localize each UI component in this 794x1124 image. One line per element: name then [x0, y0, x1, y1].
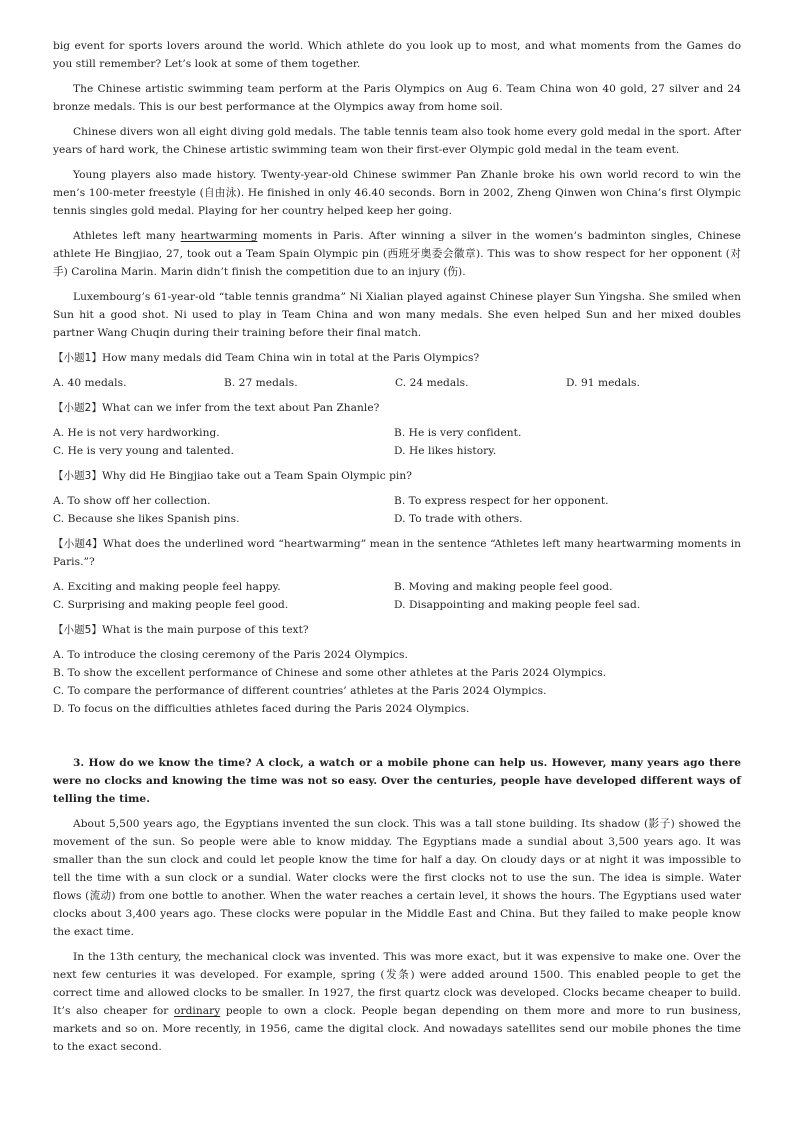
question-5-stem [53, 621, 741, 639]
option-d: D. To focus on the difficulties athletes faced during the Paris 2024 Olympics. [53, 703, 470, 715]
question-tag: 【小题2】 [53, 402, 102, 414]
question-tag: 【小题1】 [53, 352, 102, 364]
option-d: D. He likes history. [394, 445, 497, 457]
option-c: C. Surprising and making people feel good. [53, 599, 289, 611]
option-d: D. Disappointing and making people feel sad. [394, 599, 641, 611]
passage2-continuation: big event for sports lovers around the world. Which athlete do you look up to most, and what moments from the Games do you still remember? Let’s look at some of them together. [53, 40, 741, 70]
option-a: A. He is not very hardworking. [53, 427, 220, 439]
passage3-intro: 3. How do we know the time? A clock, a watch or a mobile phone can help us. However, many years ago there were no clocks and knowing the time was not so easy. Over the centuries, people have developed different ways of telling the time. [53, 757, 741, 805]
passage2-paragraph: Young players also made history. Twenty-year-old Chinese swimmer Pan Zhanle broke his own world record to win the men’s 100-meter freestyle (自由泳). He finished in only 46.40 seconds. Born in 2002, Zheng Qinwen won China’s first Olympic tennis singles gold medal. Playing for her country helped keep her going. [53, 169, 741, 217]
option-c: C. Because she likes Spanish pins. [53, 513, 240, 525]
underlined-word-ordinary: ordinary [174, 1005, 221, 1017]
option-a: A. To show off her collection. [53, 495, 211, 507]
question-text: Why did He Bingjiao take out a Team Spain Olympic pin? [101, 470, 412, 482]
question-tag: 【小题3】 [53, 470, 102, 482]
option-b: B. He is very confident. [394, 427, 522, 439]
option-c: C. To compare the performance of different countries’ athletes at the Paris 2024 Olympics. [53, 685, 547, 697]
option-d: D. To trade with others. [394, 513, 523, 525]
question-tag: 【小题5】 [53, 624, 102, 636]
option-b: B. To express respect for her opponent. [394, 495, 609, 507]
text-segment: people to own a clock. People began depending on them more and more to run business, markets and so on. More recently, in 1956, came the digital clock. And nowadays satellites send our mobile phones the time to the exact second. [53, 1005, 741, 1053]
question-1-stem [53, 349, 741, 367]
question-text: What does the underlined word “heartwarming” mean in the sentence “Athletes left many heartwarming moments in Paris.”? [53, 538, 742, 568]
question-text: How many medals did Team China win in total at the Paris Olympics? [101, 352, 480, 364]
question-3-options [53, 492, 741, 528]
passage3-paragraph-ordinary [53, 948, 741, 1056]
option-a: A. 40 medals. [53, 377, 127, 389]
option-a: A. Exciting and making people feel happy. [53, 581, 281, 593]
text-segment: In the 13th century, the mechanical clock was invented. This was more exact, but it was expensive to make one. Over the next few centuries it was developed. For example, spring (发条) were added around 1500. This enabled people to get the correct time and allowed clocks to be smaller. In 1927, the first quartz clock was developed. Clocks became cheaper to build. It’s also cheaper for [53, 951, 741, 1017]
passage2-paragraph: The Chinese artistic swimming team perform at the Paris Olympics on Aug 6. Team China won 40 gold, 27 silver and 24 bronze medals. This is our best performance at the Olympics away from home soil. [53, 83, 741, 113]
question-2-stem [53, 399, 741, 417]
question-tag: 【小题4】 [53, 538, 103, 550]
passage2-paragraph: Chinese divers won all eight diving gold medals. The table tennis team also took home every gold medal in the sport. After years of hard work, the Chinese artistic swimming team won their first-ever Olympic gold medal in the team event. [53, 126, 741, 156]
option-b: B. 27 medals. [224, 377, 298, 389]
section-spacer [53, 725, 741, 754]
question-1-options [53, 374, 741, 392]
question-4-options [53, 578, 741, 614]
option-b: B. Moving and making people feel good. [394, 581, 613, 593]
option-c: C. He is very young and talented. [53, 445, 235, 457]
option-d: D. 91 medals. [566, 377, 640, 389]
text-segment: Athletes left many [73, 230, 181, 242]
question-text: What is the main purpose of this text? [101, 624, 309, 636]
passage2-paragraph: Luxembourg’s 61-year-old “table tennis grandma” Ni Xialian played against Chinese player Sun Yingsha. She smiled when Sun hit a good shot. Ni used to play in Team China and won many medals. She even helped Sun and her mixed doubles partner Wang Chuqin during their training before their final match. [53, 291, 741, 339]
option-c: C. 24 medals. [395, 377, 469, 389]
question-5-options [53, 646, 741, 718]
question-3-stem [53, 467, 741, 485]
option-a: A. To introduce the closing ceremony of the Paris 2024 Olympics. [53, 649, 408, 661]
text-segment: moments in Paris. After winning a silver in the women’s badminton singles, Chinese athlete He Bingjiao, 27, took out a Team Spain Olympic pin (西班牙奥委会徽章). This was to show respect for her opponent (对手) Carolina Marin. Marin didn’t finish the competition due to an injury (伤). [53, 230, 741, 278]
passage3-paragraph: About 5,500 years ago, the Egyptians invented the sun clock. This was a tall stone building. Its shadow (影子) showed the movement of the sun. So people were able to know midday. The Egyptians made a sundial about 3,500 years ago. It was smaller than the sun clock and could let people know the time for half a day. On cloudy days or at night it was impossible to tell the time with a sun clock or a sundial. Water clocks were the first clocks not to use the sun. The idea is simple. Water flows (流动) from one bottle to another. When the water reaches a certain level, it shows the hours. The Egyptians used water clocks about 3,400 years ago. These clocks were popular in the Middle East and China. But they failed to make people know the exact time. [53, 818, 741, 938]
option-b: B. To show the excellent performance of Chinese and some other athletes at the Paris 2024 Olympics. [53, 667, 607, 679]
question-2-options [53, 424, 741, 460]
document-page [53, 37, 741, 1063]
passage2-paragraph-heartwarming [53, 227, 741, 281]
question-4-stem [53, 535, 741, 571]
underlined-word-heartwarming: heartwarming [180, 230, 258, 242]
question-text: What can we infer from the text about Pan Zhanle? [101, 402, 380, 414]
